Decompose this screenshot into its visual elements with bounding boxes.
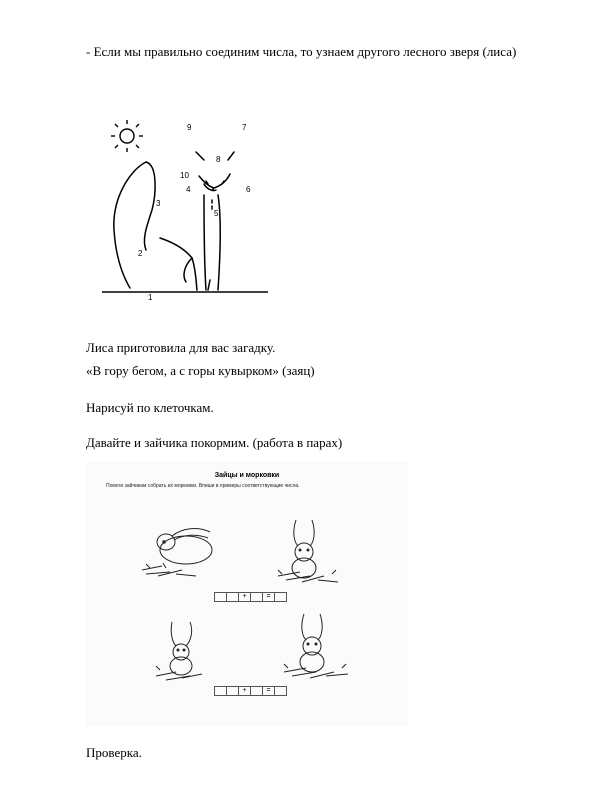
plus-sign: + [238, 686, 251, 696]
worksheet-instruction: Помоги зайчикам собрать их морковки. Впиши в примеры соответствующие числа. [106, 483, 300, 489]
equation-boxes-2 [214, 686, 286, 696]
text-feed-hare: Давайте и зайчика покормим. (работа в парах) [86, 435, 343, 450]
fox-outline [114, 152, 234, 290]
sun-icon [111, 120, 143, 152]
dot-number-3: 3 [156, 199, 161, 208]
dot-number-2: 2 [138, 249, 143, 258]
hare-lying-icon [157, 529, 212, 564]
dot-number-1: 1 [148, 293, 153, 302]
carrots-pile-icon-1 [142, 563, 196, 576]
equals-sign: = [262, 686, 275, 696]
dot-number-6: 6 [246, 185, 251, 194]
answer-cell [274, 686, 287, 696]
dot-number-5: 5 [214, 209, 219, 218]
fox-dot-to-dot-picture [100, 110, 270, 305]
dot-number-7: 7 [242, 123, 247, 132]
hare-sitting-icon-2 [170, 622, 192, 675]
hares-and-carrots-worksheet [86, 462, 408, 726]
carrots-pile-icon-2 [278, 570, 338, 582]
hare-sitting-icon-1 [292, 520, 316, 578]
equals-sign: = [262, 592, 275, 602]
fox-dot-numbers [138, 123, 251, 302]
dot-number-8: 8 [216, 155, 221, 164]
text-intro: - Если мы правильно соединим числа, то узнаем другого лесного зверя (лиса) [86, 44, 517, 59]
worksheet-title: Зайцы и морковки [214, 472, 280, 479]
dot-number-4: 4 [186, 185, 191, 194]
dot-number-10: 10 [180, 171, 189, 180]
plus-sign: + [238, 592, 251, 602]
text-draw-cells: Нарисуй по клеточкам. [86, 400, 214, 415]
text-riddle-intro: Лиса приготовила для вас загадку. [86, 340, 276, 355]
text-riddle: «В гору бегом, а с горы кувырком» (заяц) [86, 363, 315, 378]
dot-number-9: 9 [187, 123, 192, 132]
answer-cell [274, 592, 287, 602]
text-check: Проверка. [86, 745, 142, 760]
hare-sitting-icon-3 [300, 614, 324, 672]
equation-boxes-1 [214, 592, 286, 602]
carrots-pile-icon-3 [156, 666, 202, 680]
